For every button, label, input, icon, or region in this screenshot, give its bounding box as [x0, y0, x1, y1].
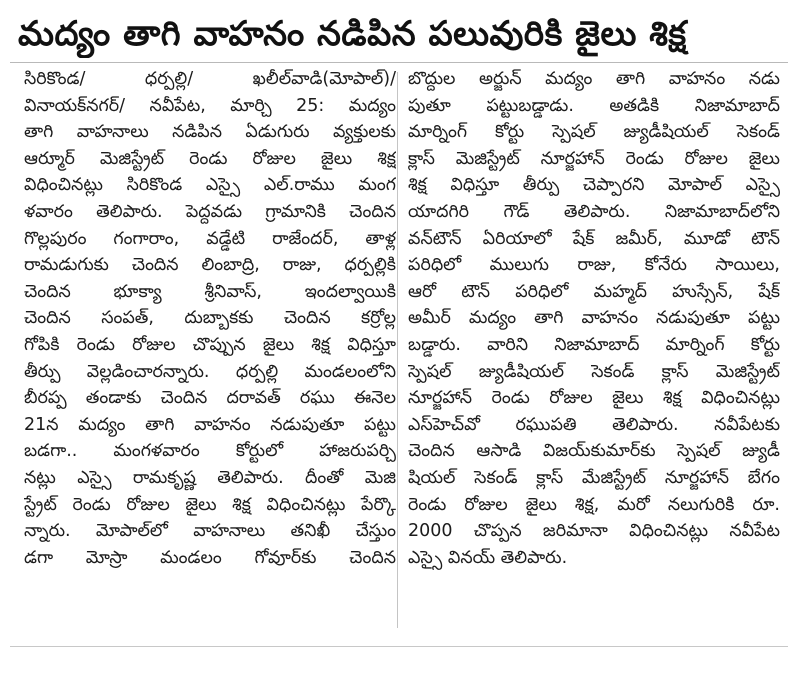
text-line: మార్నింగ్ కోర్టు స్పెషల్ జ్యుడీషియల్ సెకండ్: [408, 122, 780, 143]
article-column-left: [24, 66, 396, 571]
text-line: బొద్దుల అర్జున్ మద్యం తాగి వాహనం నడు: [408, 69, 780, 89]
text-line: పుతూ పట్టుబడ్డాడు. అతడికి నిజామాబాద్: [408, 95, 780, 116]
text-line: వన్‌టౌన్ ఏరియాలో షేక్ జమీర్, మూడో టౌన్: [408, 228, 780, 249]
text-line: నూర్జహాన్ రెండు రోజుల జైలు శిక్ష విధించినట్లు: [408, 388, 780, 409]
text-line: 21న మద్యం తాగి వాహనం నడుపుతూ పట్టు: [24, 414, 396, 435]
article-column-right: [408, 66, 780, 571]
text-line: గోపికి రెండు రోజుల చొప్పున జైలు శిక్ష విధిస్తూ: [24, 334, 396, 355]
text-line: ఆర్మూర్ మెజిస్ట్రేట్ రెండు రోజుల జైలు శిక్ష: [24, 148, 396, 169]
text-line: అమీర్ మద్యం తాగి వాహనం నడుపుతూ పట్టు: [408, 308, 780, 329]
text-line: న్నారు. మోపాల్‌లో వాహనాలు తనిఖీ చేస్తుం: [24, 521, 396, 542]
text-line: చెందిన సంపత్, దుబ్బాకకు చెందిన కర్రోల్ల: [24, 308, 396, 329]
text-line: 2000 చొప్పన జరిమానా విధించినట్లు నవీపేట: [408, 521, 780, 542]
text-line: పరిధిలో ములుగు రాజు, కోనేరు సాయిలు,: [408, 255, 780, 276]
text-line: క్లాస్ మెజిస్ట్రేట్ నూర్జహాన్ రెండు రోజుల జైలు: [408, 148, 780, 169]
text-line: ఆరో టౌన్ పరిధిలో మహ్మద్ హుస్సేన్, షేక్: [408, 281, 780, 302]
text-line: నట్లు ఎస్సై రామకృష్ణ తెలిపారు. దీంతో మెజి: [24, 467, 396, 488]
text-line: బడగా.. మంగళవారం కోర్టులో హాజరుపర్చి: [24, 441, 396, 462]
text-line: విధించినట్లు సిరికొండ ఎస్సై ఎల్.రాము మంగ: [24, 175, 396, 196]
text-line: ఎస్‌హెచ్‌వో రఘుపతి తెలిపారు. నవీపేటకు: [408, 414, 780, 435]
text-line: డగా మోస్రా మండలం గోవూర్‌కు చెందిన: [24, 547, 396, 568]
text-line: స్పెషల్ జ్యుడీషియల్ సెకండ్ క్లాస్ మెజిస్ట్రేట్: [408, 361, 780, 382]
bottom-divider: [10, 646, 788, 647]
text-line: ఎస్సై వినయ్ తెలిపారు.: [408, 547, 568, 568]
headline-divider: [10, 62, 788, 63]
text-line: గొల్లపురం గంగారాం, వడ్డేటి రాజేందర్, తాళ్ల: [24, 228, 396, 249]
text-line: రెండు రోజుల జైలు శిక్ష, మరో నలుగురికి రూ.: [408, 494, 780, 515]
text-line: చెందిన భూక్యా శ్రీనివాస్, ఇందల్వాయికి: [24, 281, 396, 302]
article-headline: మద్యం తాగి వాహనం నడిపిన పలువురికి జైలు శిక్ష: [18, 14, 687, 54]
text-line: శిక్ష విధిస్తూ తీర్పు చెప్పారని మోపాల్ ఎస్సై: [408, 175, 780, 196]
text-line: తీర్పు వెల్లడించారన్నారు. ధర్పల్లి మండలంలోని: [24, 361, 396, 382]
column-divider: [397, 72, 398, 628]
text-line: బడ్డారు. వారిని నిజామాబాద్ మార్నింగ్ కోర్టు: [408, 334, 780, 355]
text-line: చెందిన ఆసాడి విజయ్‌కుమార్‌కు స్పెషల్ జ్యుడీ: [408, 441, 780, 462]
text-line: వినాయక్‌నగర్/ నవీపేట, మార్చి 25: మద్యం: [24, 95, 396, 116]
text-line: బీరప్ప తండాకు చెందిన దరావత్ రఘు ఈనెల: [24, 388, 396, 409]
text-line: సిరికొండ/ ధర్పల్లి/ ఖలీల్‌వాడి(మోపాల్)/: [24, 69, 396, 89]
text-line: తాగి వాహనాలు నడిపిన ఏడుగురు వ్యక్తులకు: [24, 122, 396, 143]
text-line: రామడుగుకు చెందిన లింబాద్రి, రాజు, ధర్పల్లికి: [24, 255, 396, 276]
text-line: ళవారం తెలిపారు. పెద్దవడు గ్రామానికి చెందిన: [24, 201, 396, 222]
text-line: షియల్ సెకండ్ క్లాస్ మేజిస్ట్రేట్ నూర్జహాన్ బేగం: [408, 467, 780, 488]
text-line: యాదగిరి గౌడ్ తెలిపారు. నిజామాబాద్‌లోని: [408, 201, 780, 222]
text-line: స్ట్రేట్ రెండు రోజుల జైలు శిక్ష విధించినట్లు పేర్కొ: [24, 494, 396, 515]
